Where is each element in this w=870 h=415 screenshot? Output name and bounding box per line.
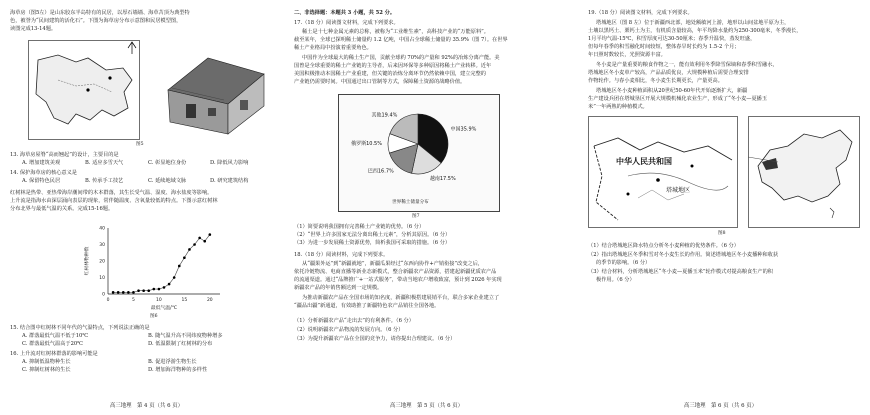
intro-line-2: 色，被誉为“民间建筑的活化石”。下图为海草房分布示意图和民居模型图，	[10, 18, 182, 24]
scatter-point	[158, 288, 161, 291]
q14-opt-b: B. 传承手工技艺	[85, 178, 124, 184]
q17-heading: 17.（18 分）阅读图文材料，完成下列要求。	[294, 20, 399, 26]
q17-text-2: 截至某年，全球已探明稀土储量约 1.2 亿吨，中国占全球稀土储量的 35.9%（图 7）。在世界	[294, 37, 508, 43]
q16-stem: 16. 上升流对红树林群落的影响可能是	[10, 351, 98, 357]
intro-line-1: 海草房（图5左）是山东胶东半岛特有的民居，以厚石墙墙、海草苫顶为典型特	[10, 10, 190, 16]
mid-text-2: 上升流是指海水由深层涌向表层的现象，常伴随温度、含氧量较低的特点。下图示意红树林	[10, 198, 218, 204]
q19-heading: 19.（18 分）阅读图文材料，完成下列要求。	[588, 10, 693, 16]
q14-opt-c: C. 延续地域文脉	[148, 178, 187, 184]
fig5-house	[160, 44, 270, 140]
section-heading: 二、非选择题：本题共 3 小题，共 52 分。	[294, 10, 396, 16]
q17-ask-3: （3）为进一步发展稀土资源优势，简析我国可采取的措施。（6 分）	[294, 240, 451, 246]
fig7-caption: 图7	[412, 214, 420, 219]
pie-title: 世界稀土储量分布	[392, 200, 429, 205]
q18-ask-1: （1）分析新疆农产品“走出去”的有利条件。（6 分）	[294, 318, 414, 324]
q16-opt-a: A. 抑制低温物种生长	[22, 359, 71, 365]
scatter-point	[147, 289, 150, 292]
pie-label-3: 俄罗斯10.5%	[351, 141, 383, 148]
y-tick-label: 20	[99, 259, 105, 265]
fig8-caption: 图8	[718, 231, 726, 236]
q19-ask-2: （2）指出塔城地区冬季积雪对冬小麦生长的作用。简述塔城地区冬小麦播种和收获	[588, 252, 779, 258]
q17-text-6: 美国积极推动本国稀土产业重建，但关键的冶炼分离环节仍然依赖中国，建立完整的	[294, 71, 486, 77]
fig6-scatter-chart	[80, 222, 230, 312]
fig7-pie-chart	[338, 94, 498, 198]
q19-text-8: 作物轮作。与春小麦相比，冬小麦生长期更长，产量更高。	[588, 78, 723, 84]
scatter-point	[117, 291, 120, 294]
scatter-point	[137, 289, 140, 292]
x-tick-label: 5	[132, 298, 135, 303]
q13-opt-c: C. 彰显地位身份	[148, 160, 187, 166]
q18-text-5: 为推动新疆农产品在全国市场的知名度，新疆积极搭建展销平台，联合多家企业建立了	[302, 295, 500, 301]
fig8-china-map	[748, 116, 860, 228]
q13-opt-a: A. 增加建筑美观	[22, 160, 61, 166]
q17-text-4: 中国作为全球最大的稀土生产国，贡献全球约 70%的产量和 92%的冶炼分离产能。美	[302, 55, 500, 61]
q18-text-6: “疆品出疆”新通道，有效助推了新疆特色农产品销往全国各地。	[294, 303, 440, 309]
scatter-point	[173, 276, 176, 279]
y-tick-label: 30	[99, 243, 105, 248]
q18-ask-2: （2）说明新疆农产品物流的发展方向。（6 分）	[294, 327, 404, 333]
scatter-point	[112, 291, 115, 294]
scatter-point	[132, 291, 135, 294]
q15-opt-c: C. 群落最低气温高于20℃	[22, 341, 83, 347]
x-tick-label: 10	[156, 298, 162, 303]
fig8-region-map	[588, 116, 738, 228]
pie-label-1: 越南17.5%	[429, 175, 456, 182]
scatter-point	[163, 286, 166, 289]
q18-heading: 18.（18 分）阅读材料，完成下列要求。	[294, 252, 389, 258]
scatter-point	[188, 248, 191, 251]
map-region-label: 塔城地区	[666, 187, 691, 194]
q13-opt-b: B. 适应多雪天气	[85, 160, 124, 166]
q14-opt-d: D. 研究建筑结构	[210, 178, 249, 184]
q16-opt-c: C. 抑制红树林的生长	[22, 367, 71, 373]
q17-text-5: 国曾是全球重要的稀土产业链的主导者，后来因环保等多种原因将稀土产业转移。近年	[294, 63, 492, 69]
x-axis-title: 最低气温/℃	[150, 306, 178, 311]
pie-label-2: 巴西16.7%	[367, 168, 394, 175]
q19-ask-2b: 的季节的影响。（6 分）	[596, 260, 651, 266]
y-axis-title: 红树林物种数	[85, 246, 90, 276]
q19-ask-3b: 极作用。（6 分）	[596, 277, 635, 283]
page-5	[294, 0, 580, 415]
q17-text-3: 稀土产业格局中扮演着重要角色。	[294, 45, 372, 51]
page4-footer: 高三地理 第 4 页（共 6 页）	[110, 403, 184, 409]
scatter-point	[178, 265, 181, 268]
q19-text-9: 塔城地区冬小麦种植面积从20世纪50-60年代开始逐渐扩大，新疆	[596, 88, 748, 94]
map-country-label: 中华人民共和国	[616, 157, 672, 166]
x-tick-label: 0	[106, 298, 110, 303]
q15-opt-b: B. 随气温升高不同纬度物种增多	[148, 333, 223, 339]
q17-ask-2: （2）“世界上许多国家无法分离出稀土元素”，分析其原因。（6 分）	[294, 232, 451, 238]
page-4	[10, 0, 280, 415]
q19-text-7: 塔城地区冬小麦单产较高，产品品质优良，大规模种植后需要合理安排	[588, 70, 749, 76]
q13-stem: 13. 海草房屋脊“高而翘起”的设计，主要目的是	[10, 152, 119, 158]
q17-ask-1: （1）简要说明我国拥有完善稀土产业链的优势。（6 分）	[294, 224, 425, 230]
page5-footer: 高三地理 第 5 页（共 6 页）	[390, 403, 464, 409]
q15-opt-a: A. 群落最低气温不低于10℃	[22, 333, 89, 339]
scatter-point	[168, 283, 171, 286]
mid-text-3: 分布北界与最低气温的关系。完成15-16题。	[10, 206, 114, 212]
scatter-point	[203, 240, 206, 243]
fig5-map	[28, 40, 140, 140]
q19-text-2: 土壤以黑钙土、栗钙土为主，有机质含量较高，年平均降水量约为250-300毫米，冬季漫长，	[588, 28, 802, 34]
x-tick-label: 15	[181, 298, 188, 303]
q18-ask-3: （3）为提升新疆农产品在全国的竞争力，请你提出合理建议。（6 分）	[294, 336, 456, 342]
fig6-caption: 图6	[150, 314, 158, 319]
page-6	[588, 0, 864, 415]
mid-text-1: 红树林是热带、亚热带海岸潮间带的木本群落，其生长受气温、湿度、海水盐度等影响。	[10, 190, 213, 196]
scatter-point	[193, 243, 196, 246]
q19-text-3: 1月平均气温-15℃，积雪厚度可达30-50厘米；春季升温快，蒸发旺盛，	[588, 36, 756, 42]
q17-text-1: 稀土是十七种金属元素的总称，被称为“工业维生素”，高科技产业的“万能原料”。	[302, 29, 489, 35]
scatter-point	[127, 291, 130, 294]
q19-text-11: 米”一年两熟的种植模式。	[588, 104, 648, 110]
q19-text-10: 生产建设兵团在塔城垦区开展大规模机械化农业生产，形成了“冬小麦—夏播玉	[588, 96, 768, 102]
q19-ask-3: （3）结合材料，分析塔城地区“冬小麦—夏播玉米”轮作模式对提高粮食生产的积	[588, 269, 773, 275]
q18-text-3: 的流通渠道。通过“品牌推广+一站式服务”，带动当地农户增收致富，预计到 2026 年实现	[294, 277, 502, 283]
q19-text-4: 但每年春季的积雪融化时间较短，整体春旱时长约为 1.5-2 个月；	[588, 44, 740, 50]
scatter-point	[183, 256, 186, 259]
scatter-point	[122, 291, 125, 294]
q19-text-1: 塔城地区（图 8 左）位于新疆西北部，地处额敏河上游，地形以山间盆地平原为主，	[596, 20, 790, 26]
q16-opt-d: D. 增加海洋物种的多样性	[148, 367, 208, 373]
y-tick-label: 10	[99, 276, 105, 281]
pie-label-0: 中国35.9%	[450, 126, 477, 133]
x-tick-label: 20	[206, 298, 213, 303]
scatter-point	[153, 288, 156, 291]
q14-stem: 14. 保护海草房的核心意义是	[10, 170, 77, 176]
scatter-point	[198, 237, 201, 240]
y-tick-label: 0	[102, 292, 105, 298]
scatter-point	[209, 233, 212, 236]
q14-opt-a: A. 保留特色民居	[22, 178, 61, 184]
q19-text-6: 冬小麦是产量重要的粮食作物之一，能有效利用冬季降雪保墒和春季积雪融水，	[596, 62, 778, 68]
q18-text-1: 从“疆果外运”到“新疆就地”，新疆瓜果经过“东西向协作+产销衔接”改变之后，	[302, 261, 484, 267]
q15-stem: 15. 结合图中红树林不同年代的气温特点，下列说法正确的是	[10, 325, 150, 331]
fig5-caption: 图5	[136, 142, 144, 147]
pie-label-4: 其他19.4%	[371, 112, 398, 119]
q19-text-5: 年日照时数较长，光照资源丰富。	[588, 52, 666, 58]
trend-line	[113, 235, 210, 293]
q13-opt-d: D. 降低风力影响	[210, 160, 249, 166]
intro-line-3: 读图完成13-14题。	[10, 26, 57, 32]
q18-text-4: 新疆农产品的年销售额达到一定规模。	[294, 285, 383, 291]
q17-text-7: 产业链仍需要时间。中国通过出口管制等方式，保障稀土资源的战略价值。	[294, 79, 466, 85]
scatter-point	[142, 289, 145, 292]
q18-text-2: 依托冷链物流、电商直播等新业态新模式，整合新疆农产品资源，搭建起新疆优质农产品	[294, 269, 497, 275]
q19-ask-1: （1）结合塔城地区降水特点分析冬小麦种植的优势条件。（6 分）	[588, 243, 739, 249]
q15-opt-d: D. 低温限制了红树林的分布	[148, 341, 213, 347]
y-tick-label: 40	[99, 226, 105, 232]
q16-opt-b: B. 促进浮游生物生长	[148, 359, 197, 365]
page6-footer: 高三地理 第 6 页（共 6 页）	[684, 403, 758, 409]
